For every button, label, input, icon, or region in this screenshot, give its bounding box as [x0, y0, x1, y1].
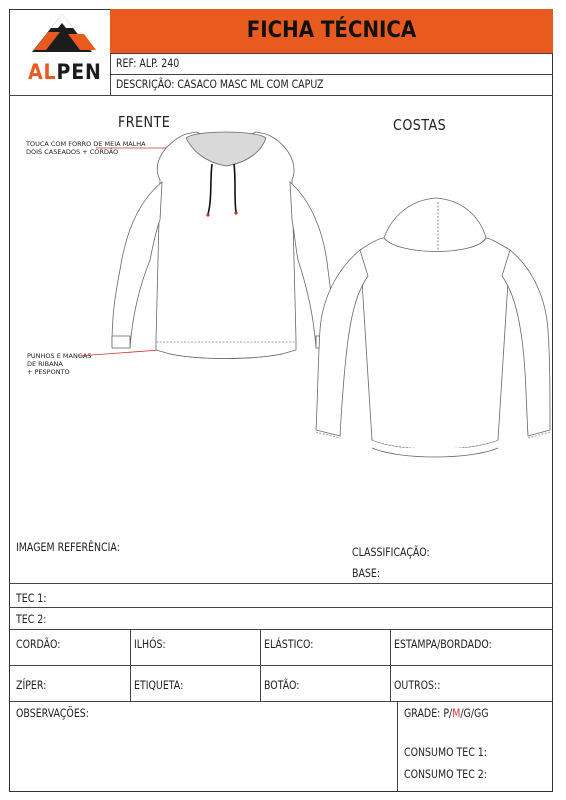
front-label: FRENTE: [118, 113, 171, 131]
back-label: COSTAS: [393, 116, 447, 134]
base-label: BASE:: [352, 566, 381, 580]
ziper-label: ZÍPER:: [16, 678, 47, 692]
grade-selected-size: M: [452, 706, 461, 720]
estampa-label: ESTAMPA/BORDADO:: [394, 637, 492, 651]
tec1-rule: [9, 607, 553, 608]
front-hoodie-icon: [112, 132, 334, 359]
consumo-tec1-label: CONSUMO TEC 1:: [404, 745, 487, 759]
fabrics-top-rule: [9, 583, 553, 584]
cuffs-note-line2: DE RIBANA: [27, 360, 63, 368]
hood-note-line2: DOIS CASEADOS + CORDÃO: [26, 148, 119, 156]
grade-prefix: GRADE: P/: [404, 706, 453, 720]
trims-bottom-rule: [9, 701, 553, 702]
consumo-tec2-label: CONSUMO TEC 2:: [404, 767, 487, 781]
grade-label: [404, 706, 489, 720]
footer-divider: [397, 701, 398, 792]
logo-text: ALPEN: [28, 60, 102, 84]
page-title: FICHA TÉCNICA: [246, 18, 417, 43]
cuffs-note-line1: PUNHOS E MANGAS: [27, 352, 92, 360]
tec2-label: TEC 2:: [16, 612, 47, 626]
observacoes-label: OBSERVAÇÕES:: [16, 706, 89, 720]
botao-label: BOTÃO:: [264, 678, 300, 692]
reference-image-label: IMAGEM REFERÊNCIA:: [16, 540, 120, 554]
ref-text: REF: ALP. 240: [116, 56, 180, 70]
drawstring-tip-right: [234, 211, 237, 214]
hood-note-line1: TOUCA COM FORRO DE MEIA MALHA: [26, 140, 146, 148]
outros-label: OUTROS::: [394, 678, 441, 692]
ilhos-label: ILHÓS:: [134, 637, 166, 651]
tec1-label: TEC 1:: [16, 591, 47, 605]
elastico-label: ELÁSTICO:: [264, 637, 314, 651]
tec2-rule: [9, 629, 553, 630]
cuffs-note-line3: + PESPONTO: [27, 368, 70, 376]
back-hoodie-icon: [316, 198, 550, 457]
classification-label: CLASSIFICAÇÃO:: [352, 545, 430, 559]
cordao-label: CORDÃO:: [16, 637, 61, 651]
trims-mid-rule: [9, 665, 553, 666]
cuffs-arrow: [78, 350, 160, 356]
description-text: DESCRIÇÃO: CASACO MASC ML COM CAPUZ: [116, 77, 324, 91]
etiqueta-label: ETIQUETA:: [134, 678, 184, 692]
drawstring-tip-left: [206, 213, 209, 216]
grade-suffix: /G/GG: [460, 706, 489, 720]
